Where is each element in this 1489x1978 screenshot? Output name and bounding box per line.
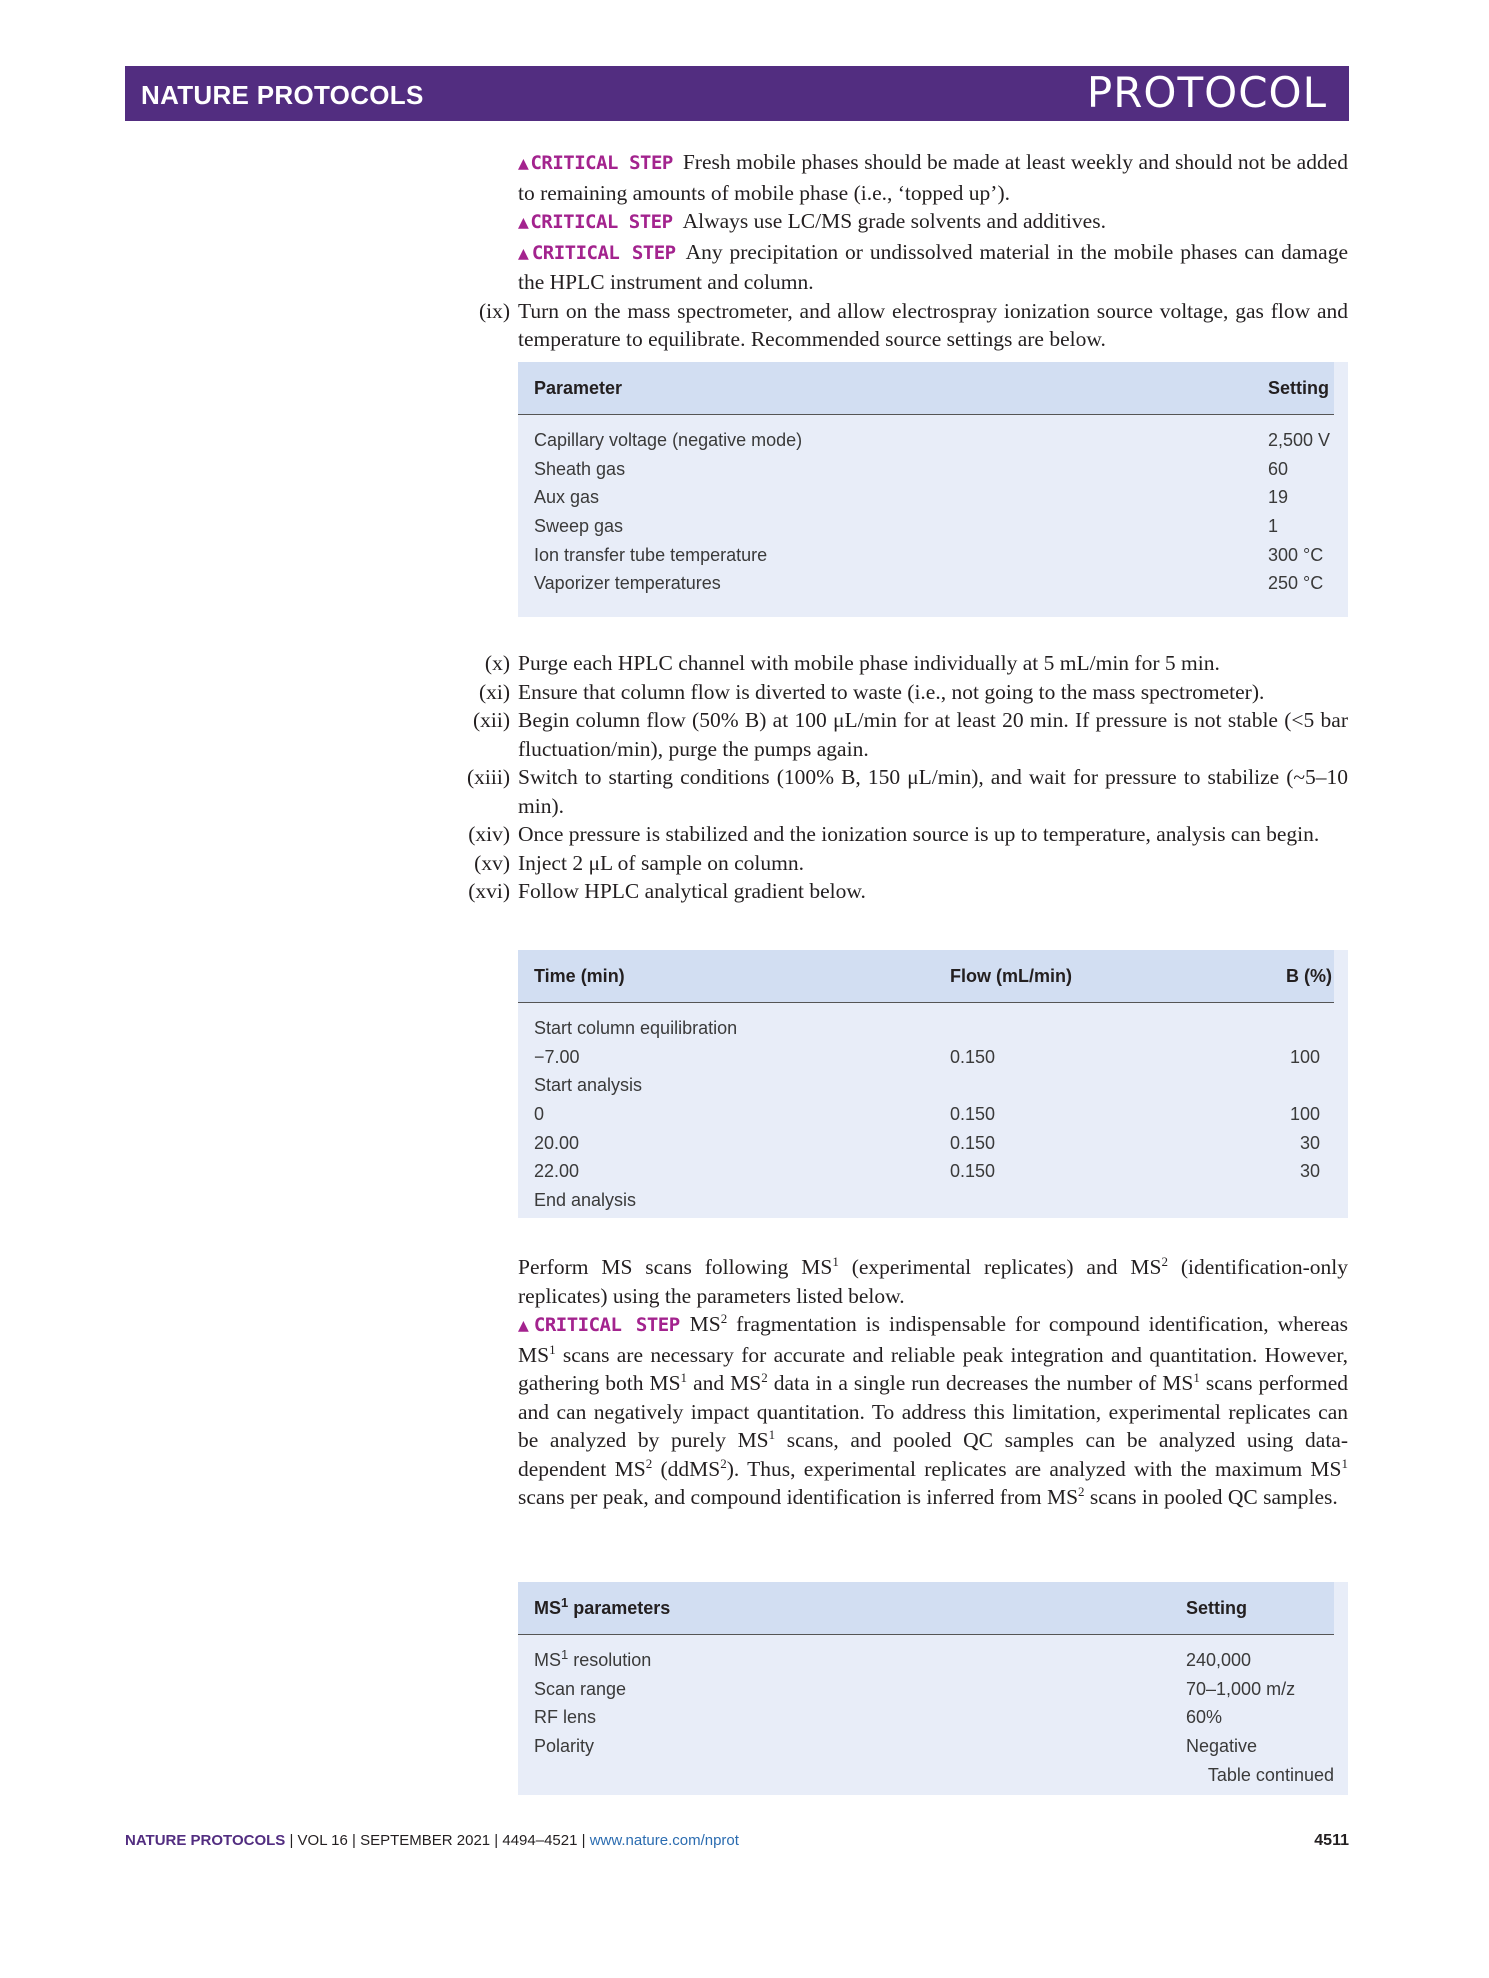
- table-cell: $MS^1$ resolution: [534, 1647, 652, 1670]
- table-cell: 250 °C: [1268, 573, 1324, 594]
- table-row: [518, 1101, 1348, 1130]
- column-header: B (%): [1286, 966, 1332, 986]
- step-number: (xi): [478, 679, 510, 704]
- table-cell: Capillary voltage (negative mode): [534, 430, 803, 450]
- warning-triangle-icon: ▲: [518, 1315, 532, 1336]
- journal-header-bar: [125, 66, 1349, 121]
- table-cell: −7.00: [534, 1046, 580, 1067]
- column-header: Time (min): [534, 966, 625, 986]
- procedure-step: (xii) Begin column flow (50% B) at 100 μL/min for at least 20 min. If pressure is not stable (<5 bar fluctuation/min), purge the pumps again.: [472, 708, 1348, 761]
- table-cell: 0.150: [950, 1161, 996, 1182]
- footer-pages: 4494–4521: [502, 1832, 578, 1849]
- procedure-step: (xv) Inject 2 μL of sample on column.: [518, 849, 1348, 878]
- critical-step-label: ▲ CRITICAL STEP: [518, 1314, 680, 1336]
- step-number: (ix): [478, 298, 510, 323]
- table-row: [518, 427, 1348, 456]
- procedure-step: (xi) Ensure that column flow is diverted to waste (i.e., not going to the mass spectrometer).: [518, 678, 1348, 707]
- column-header: Flow (mL/min): [950, 966, 1072, 986]
- procedure-step: (x) Purge each HPLC channel with mobile phase individually at 5 mL/min for 5 min.: [518, 649, 1348, 678]
- critical-note: ▲ CRITICAL STEP Fresh mobile phases should be made at least weekly and should not be added to remaining amounts of mobile phase (i.e., ‘topped up’).: [518, 150, 1348, 205]
- table-cell: Negative: [1186, 1736, 1258, 1757]
- article-type: PROTOCOL: [1086, 68, 1327, 117]
- column-header: Setting: [1268, 378, 1329, 398]
- table-cell: 70–1,000 m/z: [1186, 1678, 1296, 1699]
- footer-date: SEPTEMBER 2021: [360, 1832, 491, 1849]
- table-cell: Sheath gas: [534, 458, 626, 479]
- table-cell: 240,000: [1186, 1650, 1252, 1670]
- table-cell: 0.150: [950, 1046, 996, 1067]
- table-continued-row: [518, 1762, 1348, 1791]
- procedure-step: (ix) Turn on the mass spectrometer, and allow electrospray ionization source voltage, gas flow and temperature to equilibrate. Recommended source settings are below.: [478, 298, 1348, 351]
- table-row: [518, 542, 1348, 571]
- table-row: [518, 1704, 1348, 1733]
- footer-volume: VOL 16: [297, 1832, 348, 1849]
- table-cell: End analysis: [534, 1190, 637, 1211]
- table-row: [518, 1676, 1348, 1705]
- procedure-step: (xiv) Once pressure is stabilized and the ionization source is up to temperature, analysis can begin.: [518, 820, 1348, 849]
- table-header: [518, 1582, 1334, 1635]
- table-cell: 22.00: [534, 1161, 580, 1182]
- table-row: [518, 1044, 1348, 1073]
- procedure-step: (xiii) Switch to starting conditions (100% B, 150 μL/min), and wait for pressure to stabilize (~5–10 min).: [467, 765, 1348, 818]
- table-cell: Polarity: [534, 1736, 595, 1757]
- ms-scans-paragraph: Perform MS scans following $MS^1$ (experimental replicates) and $MS^2$ (identification-only replicates) using the parameters listed below.: [518, 1253, 1348, 1308]
- table-body: [518, 415, 1348, 609]
- table-cell: 30: [1299, 1132, 1320, 1153]
- table-header: [518, 362, 1334, 415]
- table-row: [518, 1158, 1348, 1187]
- table-row: [518, 1072, 1348, 1101]
- procedure-steps: [467, 649, 1348, 906]
- table-row: [518, 1130, 1348, 1159]
- column-header: Parameter: [534, 378, 623, 398]
- table-cell: Start analysis: [534, 1075, 643, 1096]
- table-cell: 100: [1289, 1104, 1320, 1125]
- table-row: [518, 1187, 1348, 1216]
- column-header: $MS^1$ parameters: [534, 1595, 671, 1618]
- table-row: [518, 513, 1348, 542]
- table-cell: 0.150: [950, 1104, 996, 1125]
- table-cell: 300 °C: [1268, 544, 1324, 565]
- table-cell: 19: [1268, 487, 1289, 508]
- gradient-table: [518, 950, 1348, 1218]
- table-continued-note: Table continued: [1207, 1764, 1334, 1785]
- table-row: [518, 1647, 1348, 1676]
- table-header: [518, 950, 1334, 1003]
- table-cell: 1: [1268, 516, 1279, 537]
- table-row: [518, 1015, 1348, 1044]
- table-cell: 100: [1289, 1046, 1320, 1067]
- table-cell: Aux gas: [534, 487, 600, 508]
- step-number: (xiv): [468, 822, 510, 846]
- table-row: [518, 570, 1348, 599]
- table-row: [518, 456, 1348, 485]
- ms1-parameters-table: [518, 1582, 1348, 1795]
- critical-step-label: ▲ CRITICAL STEP: [518, 241, 676, 264]
- page-footer: NATURE PROTOCOLS | VOL 16 | SEPTEMBER 2021 | 4494–4521 | www.nature.com/nprot 4511: [125, 1832, 1349, 1849]
- table-cell: Scan range: [534, 1678, 627, 1699]
- table-cell: 0.150: [950, 1132, 996, 1153]
- step-number: (xiii): [467, 765, 510, 789]
- journal-name: NATURE PROTOCOLS: [141, 80, 424, 110]
- table-cell: 60: [1268, 458, 1289, 479]
- critical-note: ▲ CRITICAL STEP Always use LC/MS grade solvents and additives.: [518, 209, 1106, 233]
- critical-note: ▲ CRITICAL STEP Any precipitation or undissolved material in the mobile phases can damage the HPLC instrument and column.: [518, 239, 1348, 294]
- critical-step-label: ▲ CRITICAL STEP: [518, 211, 673, 233]
- procedure-step: (xvi) Follow HPLC analytical gradient below.: [518, 877, 1348, 906]
- critical-notes-block: [478, 148, 1348, 354]
- step-number: (xvi): [468, 879, 510, 903]
- table-cell: Sweep gas: [534, 516, 624, 537]
- ms-scans-block: [518, 1253, 1348, 1512]
- table-body: [518, 1003, 1348, 1226]
- table-cell: 20.00: [534, 1132, 580, 1153]
- table-row: [518, 1733, 1348, 1762]
- column-header: Setting: [1186, 1598, 1247, 1618]
- warning-triangle-icon: ▲: [518, 153, 529, 174]
- step-number: (xii): [472, 708, 510, 732]
- table-cell: 30: [1299, 1161, 1320, 1182]
- page-number: 4511: [1314, 1832, 1349, 1849]
- table-cell: 60%: [1186, 1707, 1223, 1728]
- source-settings-table: [518, 362, 1348, 617]
- table-cell: RF lens: [534, 1707, 597, 1728]
- table-cell: Vaporizer temperatures: [534, 573, 721, 594]
- table-body: [518, 1635, 1348, 1800]
- footer-journal: NATURE PROTOCOLS: [125, 1832, 286, 1849]
- footer-journal-link[interactable]: www.nature.com/nprot: [589, 1832, 739, 1849]
- table-cell: Ion transfer tube temperature: [534, 544, 768, 565]
- table-cell: Start column equilibration: [534, 1018, 738, 1038]
- critical-note: ▲ CRITICAL STEP $MS^2$ fragmentation is indispensable for compound identification, whereas $MS^1$ scans are necessary for accurate and reliable peak integration and quantitation. However, gathering both $MS^1$ and $MS^2$ data in a single run decreases the number of $MS^1$ scans performed and can negatively impact quantitation. To address this limitation, experimental replicates can be analyzed by purely $MS^1$ scans, and pooled QC samples can be analyzed using data-dependent $MS^2$ (ddMS$^2$). Thus, experimental replicates are analyzed with the maximum $MS^1$ scans per peak, and compound identification is inferred from $MS^2$ scans in pooled QC samples.: [518, 1310, 1349, 1509]
- step-number: (xv): [474, 850, 510, 875]
- warning-triangle-icon: ▲: [518, 242, 530, 264]
- warning-triangle-icon: ▲: [518, 212, 529, 233]
- critical-step-label: ▲ CRITICAL STEP: [518, 152, 673, 174]
- step-number: (x): [484, 651, 510, 675]
- table-cell: 0: [534, 1104, 545, 1125]
- table-row: [518, 484, 1348, 513]
- table-cell: 2,500 V: [1268, 430, 1331, 450]
